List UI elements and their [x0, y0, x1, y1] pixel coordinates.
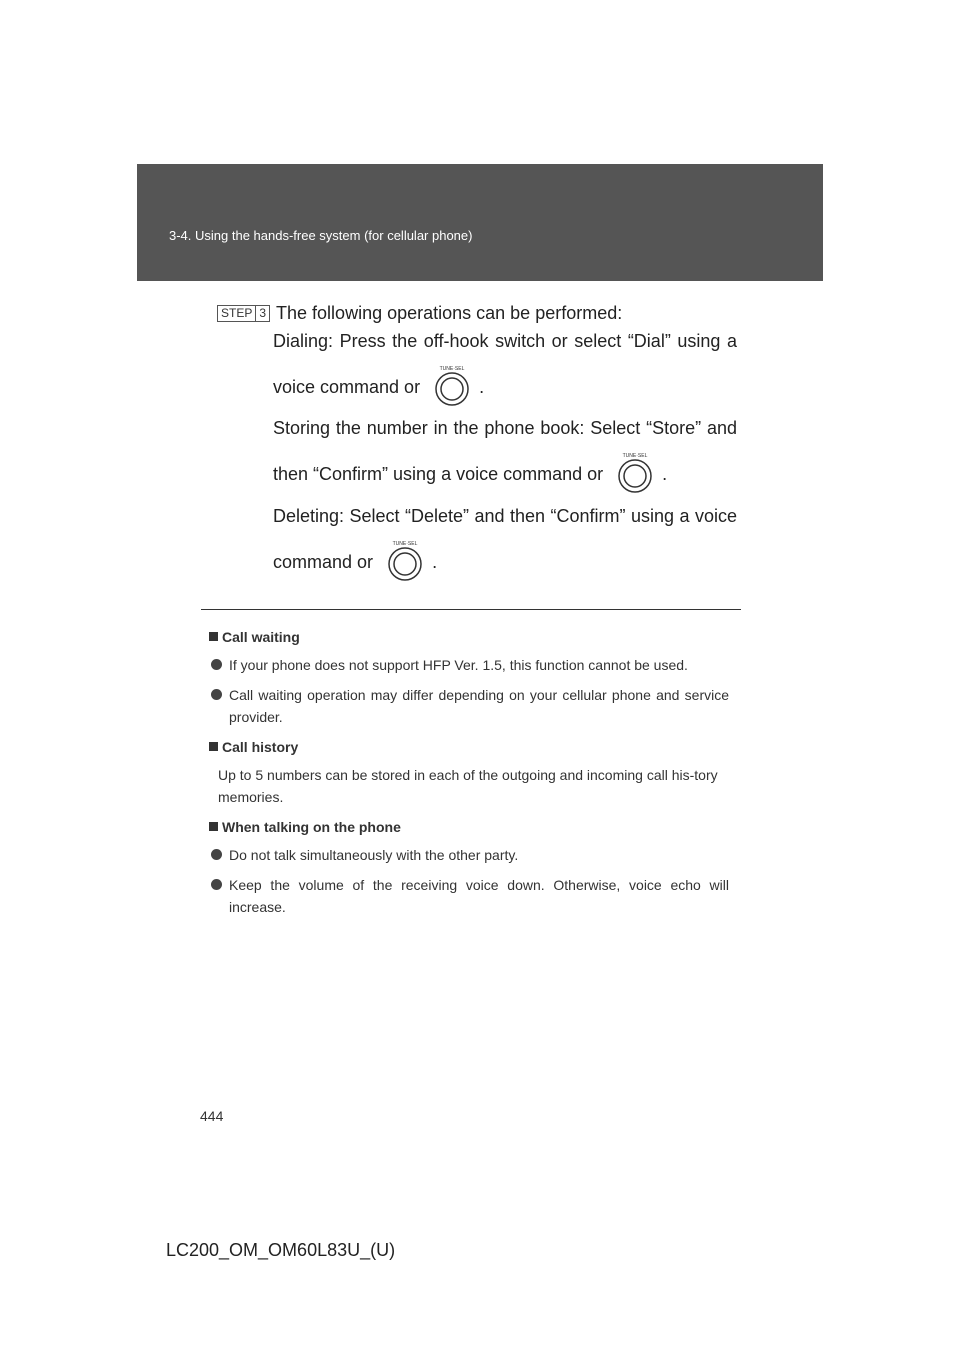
- knob-label: TUNE·SEL: [392, 541, 418, 547]
- circle-bullet-icon: [211, 659, 222, 670]
- deleting-end: .: [432, 552, 438, 572]
- bullet-text: Do not talk simultaneously with the other party.: [229, 847, 519, 863]
- footer-code: LC200_OM_OM60L83U_(U): [166, 1240, 396, 1260]
- dialing-text: Dialing: Press the off-hook switch or select “Dial” using a voice command or: [273, 331, 737, 397]
- list-item: [209, 654, 729, 676]
- square-bullet-icon: [209, 632, 218, 641]
- tune-sel-knob-icon: [612, 450, 658, 494]
- step-badge-label: STEP: [221, 306, 253, 320]
- deleting-text: Deleting: Select “Delete” and then “Confirm” using a voice command or: [273, 506, 737, 572]
- tune-sel-knob-icon: [382, 538, 428, 582]
- call-history-heading: [209, 736, 729, 758]
- call-history-title: Call history: [222, 739, 299, 755]
- knob-label: TUNE·SEL: [622, 453, 648, 459]
- bullet-text: Keep the volume of the receiving voice down. Otherwise, voice echo will increase.: [229, 877, 729, 915]
- section-title: 3-4. Using the hands-free system (for cellular phone): [169, 228, 473, 243]
- step-badge-number: 3: [255, 306, 269, 321]
- storing-paragraph: [273, 406, 737, 496]
- section-header-bar: [137, 164, 823, 281]
- dialing-end: .: [479, 377, 485, 397]
- knob-label: TUNE·SEL: [439, 366, 465, 372]
- call-waiting-title: Call waiting: [222, 629, 300, 645]
- step-intro: The following operations can be performed:: [276, 303, 623, 323]
- square-bullet-icon: [209, 742, 218, 751]
- circle-bullet-icon: [211, 689, 222, 700]
- tune-sel-knob-icon: [429, 363, 475, 407]
- step-badge: [217, 305, 270, 322]
- call-history-text: Up to 5 numbers can be stored in each of the outgoing and incoming call his-tory memories.: [218, 767, 718, 805]
- circle-bullet-icon: [211, 849, 222, 860]
- circle-bullet-icon: [211, 879, 222, 890]
- list-item: [209, 684, 729, 728]
- call-waiting-heading: [209, 626, 729, 648]
- list-item: [209, 844, 729, 866]
- notes-section: [209, 626, 729, 926]
- bullet-text: Call waiting operation may differ depending on your cellular phone and service provider.: [229, 687, 729, 725]
- page-number: 444: [200, 1108, 224, 1124]
- storing-end: .: [662, 464, 668, 484]
- deleting-paragraph: [273, 494, 737, 584]
- square-bullet-icon: [209, 822, 218, 831]
- dialing-paragraph: [273, 319, 737, 409]
- divider: [201, 609, 741, 610]
- talking-heading: [209, 816, 729, 838]
- storing-text: Storing the number in the phone book: Select “Store” and then “Confirm” using a voice command or: [273, 418, 737, 484]
- list-item: [209, 874, 729, 918]
- bullet-text: If your phone does not support HFP Ver. 1.5, this function cannot be used.: [229, 657, 688, 673]
- talking-title: When talking on the phone: [222, 819, 401, 835]
